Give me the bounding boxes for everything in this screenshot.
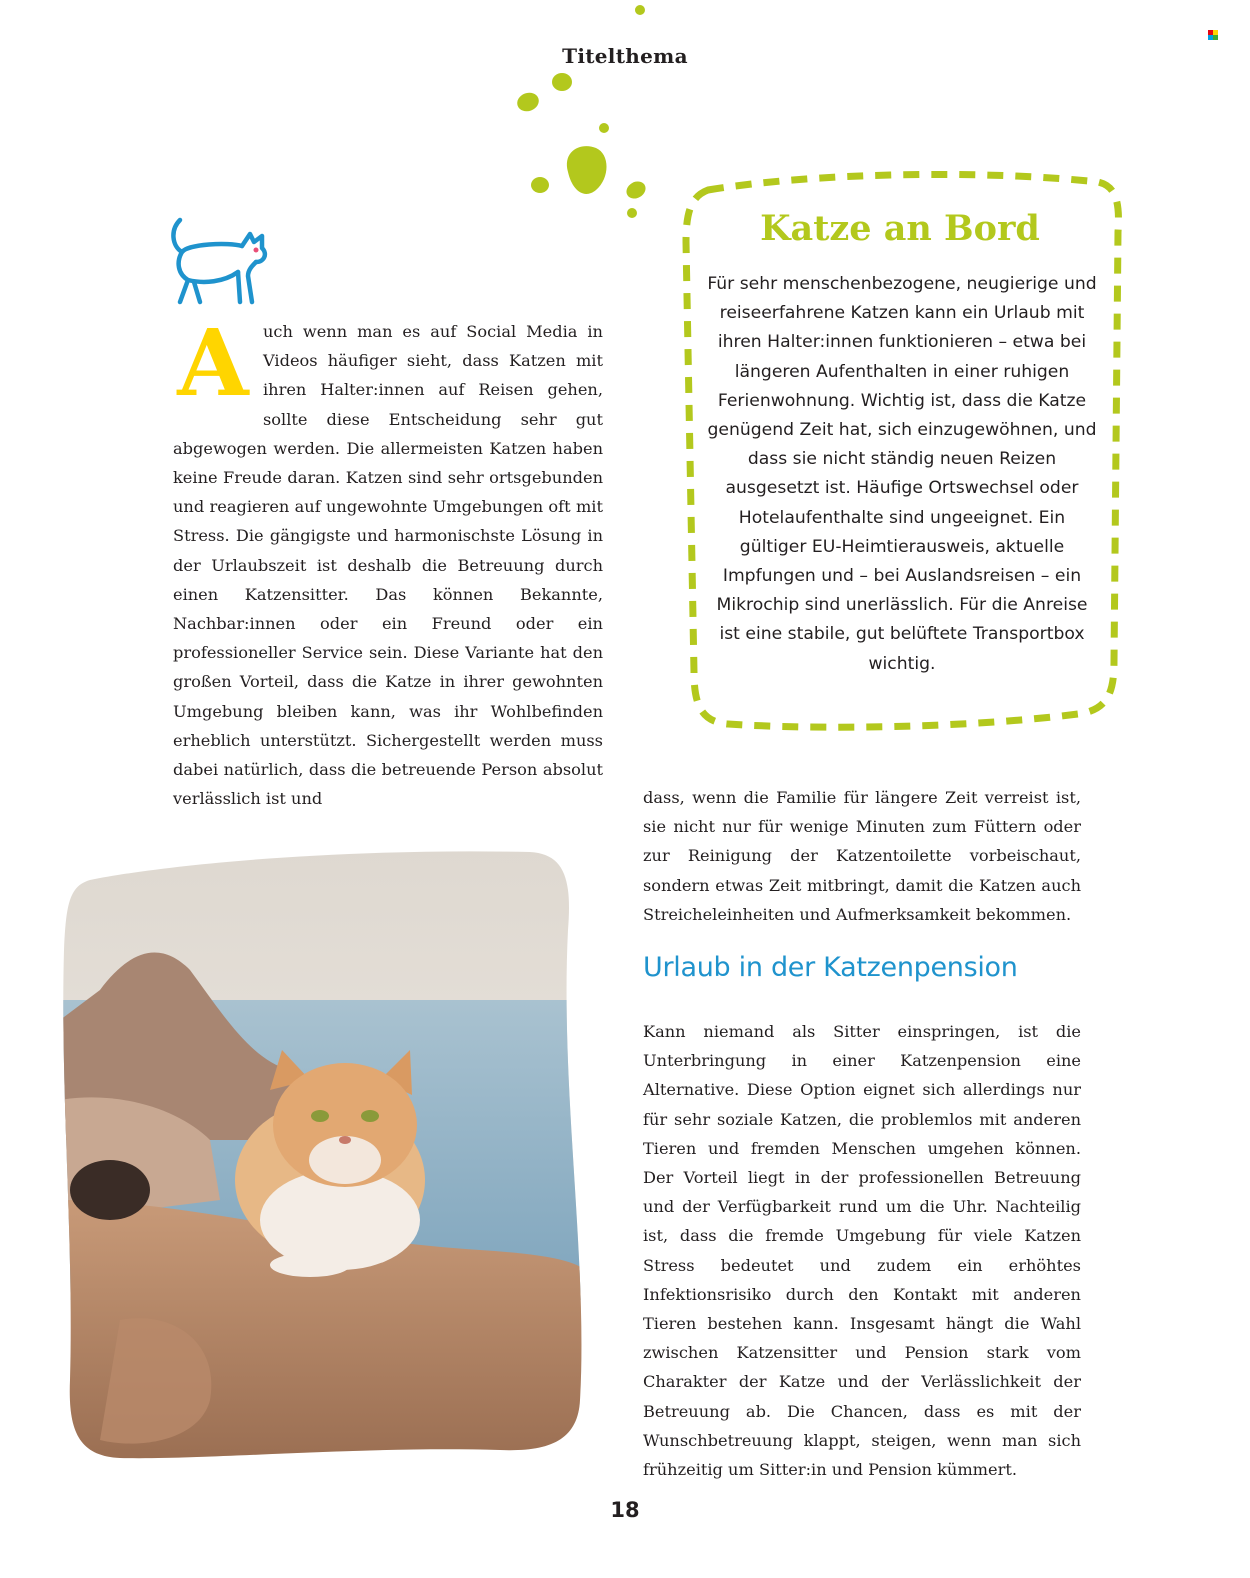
paint-splash-decoration xyxy=(510,0,660,230)
infobox-title: Katze an Bord xyxy=(760,208,1040,249)
color-registration-mark xyxy=(1208,30,1218,40)
section-label: Titelthema xyxy=(562,44,688,68)
cat-on-rocks-photo xyxy=(60,840,590,1465)
pension-paragraph: Kann niemand als Sitter einspringen, ist die Unterbringung in einer Katzenpension eine Alternative. Diese Option eignet sich allerdings nur für sehr soziale Katzen, die problemlos mit anderen Tieren und fremden Menschen umgehen können. Der Vorteil liegt in der professionellen Betreuung und der Verfügbarkeit rund um die Uhr. Nachteilig ist, dass die fremde Umgebung für viele Katzen Stress bedeutet und zudem ein erhöhtes Infektionsrisiko durch den Kontakt mit anderen Tieren bestehen kann. Insgesamt hängt die Wahl zwischen Katzensitter und Pension stark vom Charakter der Katze und der Verlässlichkeit der Betreuung ab. Die Chancen, dass es mit der Wunschbetreuung klappt, steigen, wenn man sich frühzeitig um Sitter:in und Pension kümmert. xyxy=(643,1022,1081,1480)
subheading: Urlaub in der Katzenpension xyxy=(643,952,1018,983)
page-number: 18 xyxy=(610,1498,640,1522)
continuation-paragraph: dass, wenn die Familie für längere Zeit verreist ist, sie nicht nur für wenige Minuten zum Füttern oder zur Reinigung der Katzentoilette vorbeischaut, sondern etwas Zeit mitbringt, damit die Katzen auch Streicheleinheiten und Aufmerksamkeit bekommen. xyxy=(643,788,1081,924)
cat-outline-icon xyxy=(168,210,278,314)
intro-paragraph: uch wenn man es auf Social Media in Videos häufiger sieht, dass Katzen mit ihren Halter:innen auf Reisen gehen, sollte diese Entscheidung sehr gut abgewogen werden. Die allermeisten Katzen haben keine Freude daran. Katzen sind sehr ortsgebunden und reagieren auf ungewohnte Umgebungen oft mit Stress. Die gängigste und harmonischste Lösung in der Urlaubszeit ist deshalb die Betreuung durch einen Katzensitter. Das können Bekannte, Nachbar:innen oder ein Freund oder ein professioneller Service sein. Diese Variante hat den großen Vorteil, dass die Katze in ihrer gewohnten Umgebung bleiben kann, was ihr Wohlbefinden erheblich unterstützt. Sichergestellt werden muss dabei natürlich, dass die betreuende Person absolut verlässlich ist und xyxy=(173,322,603,809)
drop-cap: A xyxy=(177,309,249,417)
intro-column xyxy=(173,309,603,813)
infobox-text: Für sehr menschenbezogene, neugierige und reiseerfahrene Katzen kann ein Urlaub mit ihren Halter:innen funktionieren – etwa bei längeren Aufenthalten in einer ruhigen Ferienwohnung. Wichtig ist, dass die Katze genügend Zeit hat, sich einzugewöhnen, und dass sie nicht ständig neuen Reizen ausgesetzt ist. Häufige Ortswechsel oder Hotelaufenthalte sind ungeeignet. Ein gültiger EU-Heimtierausweis, aktuelle Impfungen und – bei Auslandsreisen – ein Mikrochip sind unerlässlich. Für die Anreise ist eine stabile, gut belüftete Transportbox wichtig. xyxy=(707,274,1097,674)
